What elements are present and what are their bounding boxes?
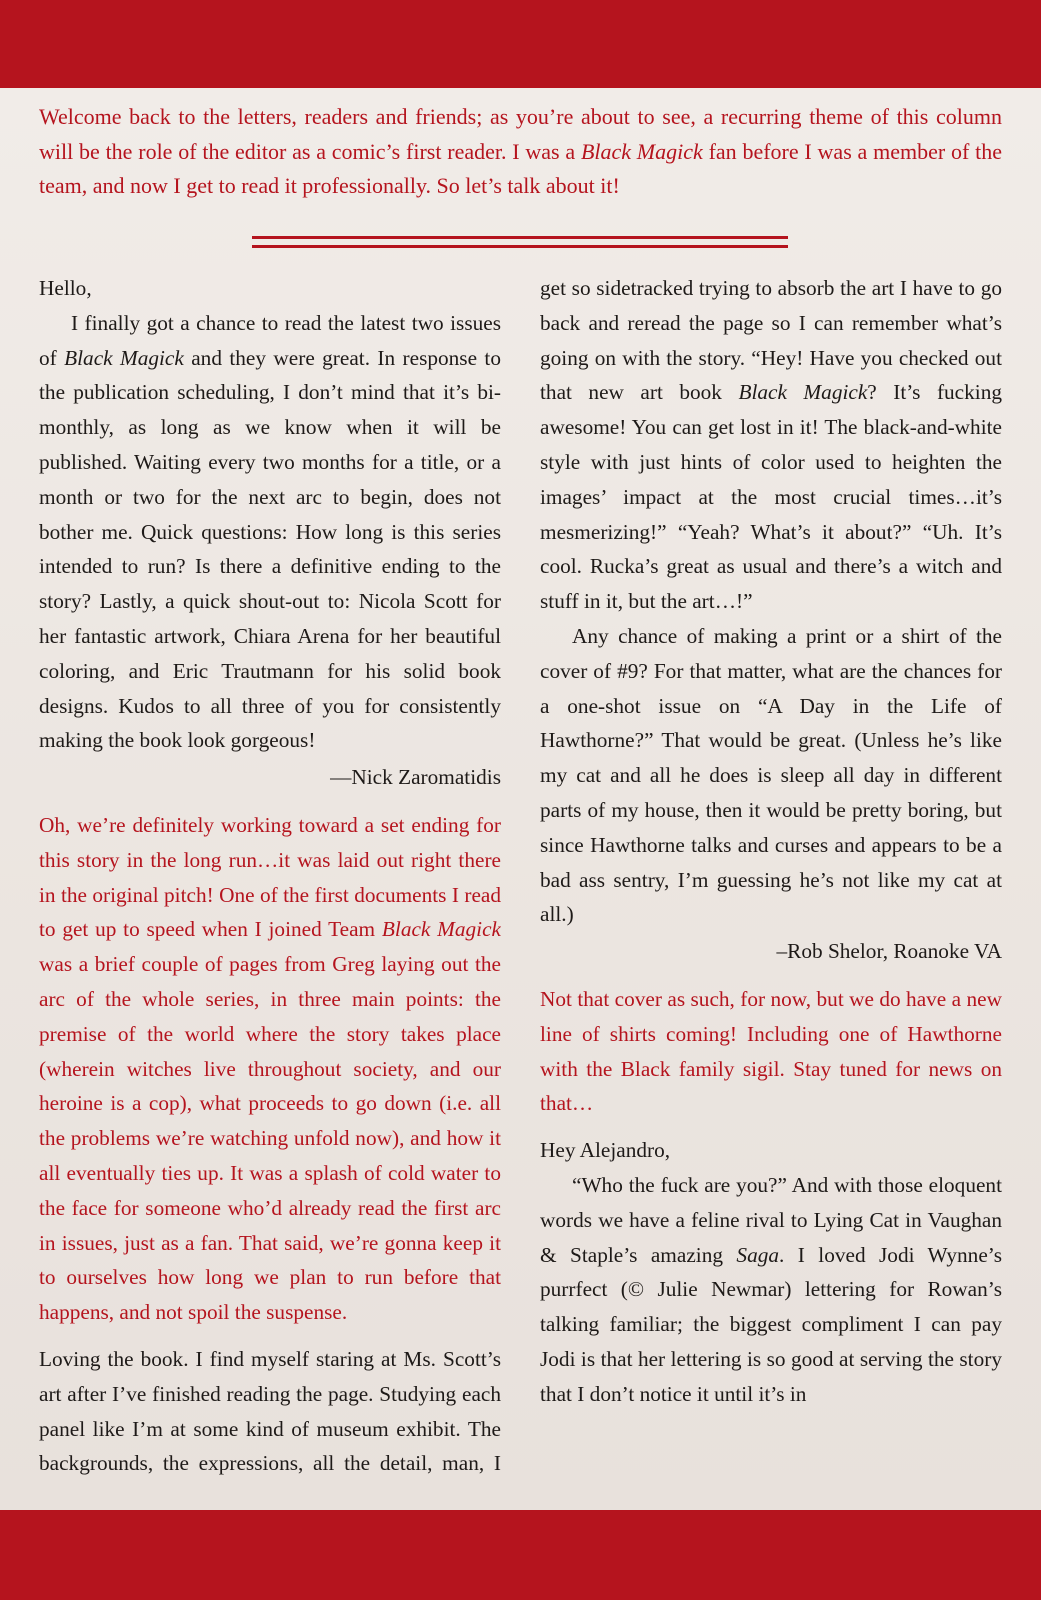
letter3-body: “Who the fuck are you?” And with those eloquent words we have a feline rival to Lying Cat in Vaughan & Staple’s amazing Saga. I loved Jodi Wynne’s purrfect (© Julie Newmar) lettering for Rowan’s talking familiar; the biggest compliment I can pay Jodi is that her lettering is so good at serving the story that I don’t notice it until it’s in	[540, 1172, 1002, 1406]
letter3-salutation: Hey Alejandro,	[540, 1138, 671, 1163]
right-column	[540, 271, 1002, 1495]
top-red-band	[0, 0, 1041, 88]
letter2-signature: –Rob Shelor, Roanoke VA	[776, 939, 1002, 964]
section-divider	[252, 236, 788, 249]
letter2-paragraph-2: Any chance of making a print or a shirt of the cover of #9? For that matter, what are the chances for a one-shot issue on “A Day in the Life of Hawthorne?” That would be great. (Unless he’s like my cat and all he does is sleep all day in different parts of my house, then it would be pretty boring, but since Hawthorne talks and curses and appears to be a bad ass sentry, I’m guessing he’s not like my cat at all.)	[540, 623, 1002, 927]
intro-title: Black Magick	[580, 138, 703, 164]
letter1-salutation: Hello,	[39, 276, 92, 300]
right-column-flow	[540, 271, 1002, 1412]
letter1-body: I finally got a chance to read the latest two issues of Black Magick and they were great. In response to the publication scheduling, I don’t mind that it’s bi-monthly, as long as we know when it will be published. Waiting every two months for a title, or a month or two for the next arc to begin, does not bother me. Quick questions: How long is this series intended to run? Is there a definitive ending to the story? Lastly, a quick shout-out to: Nicola Scott for her fantastic artwork, Chiara Arena for her beautiful coloring, and Eric Trautmann for his solid book designs. Kudos to all three of you for consistently making the book look gorgeous!	[39, 310, 501, 753]
editor-reply-1: Oh, we’re definitely working toward a set ending for this story in the long run…it was laid out right there in the original pitch! One of the first documents I read to get up to speed when I joined Team Black Magick was a brief couple of pages from Greg laying out the arc of the whole series, in three main points: the premise of the world where the story takes place (wherein witches live throughout society, and our heroine is a cop), what proceeds to go down (i.e. all the problems we’re watching unfold now), and how it all eventually ties up. It was a splash of cold water to the face for someone who’d already read the first arc in issues, just as a fan. That said, we’re gonna keep it to ourselves how long we plan to run before that happens, and not spoil the suspense.	[39, 812, 501, 1325]
letter1-signature: —Nick Zaromatidis	[330, 765, 501, 790]
editor-reply-2: Not that cover as such, for now, but we do have a new line of shirts coming! Including one of Hawthorne with the Black family sigil. Stay tuned for news on that…	[540, 986, 1002, 1116]
letter2-body-start: Loving the book. I find myself staring at Ms. Scott’s art after I’ve finished reading the page. Studying each panel like I’m at some kind of museum exhibit. The backgrounds, the expressions, all the detail, man, I	[39, 1346, 501, 1476]
left-column	[39, 271, 501, 1495]
editor-intro: Welcome back to the letters, readers and friends; as you’re about to see, a recurring theme of this column will be the role of the editor as a comic’s first reader. I was a Black Magick fan before I was a member of the team, and now I get to read it professionally. So let’s talk about it!	[39, 104, 1002, 198]
bottom-red-band	[0, 1510, 1041, 1600]
letter2-body-continued: get so sidetracked trying to absorb the art I have to go back and reread the page so I can remember what’s going on with the story. “Hey! Have you checked out that new art book Black Magick? It’s fucking awesome! You can get lost in it! The black-and-white style with just hints of color used to heighten the images’ impact at the most crucial times…it’s mesmerizing!” “Yeah? What’s it about?” “Uh. It’s cool. Rucka’s great as usual and there’s a witch and stuff in it, but the art…!”	[540, 276, 1002, 614]
